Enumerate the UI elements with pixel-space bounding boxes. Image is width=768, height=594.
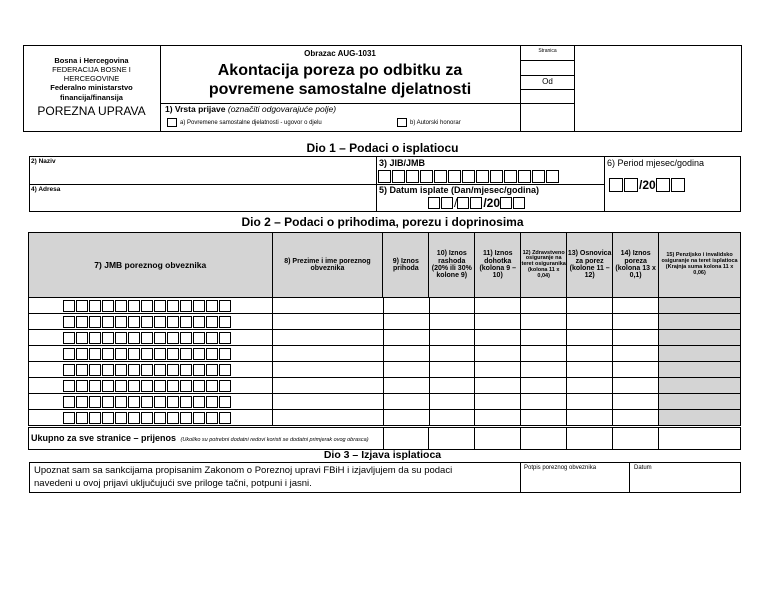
row-pension[interactable] — [659, 346, 741, 362]
jmb-digit[interactable] — [102, 380, 114, 392]
jmb-digit[interactable] — [154, 396, 166, 408]
jmb-digit[interactable] — [76, 380, 88, 392]
jmb-digit[interactable] — [89, 396, 101, 408]
jmb-digit[interactable] — [76, 332, 88, 344]
jib-digit[interactable] — [378, 170, 391, 183]
row-tax-base[interactable] — [567, 394, 613, 410]
row-net-income[interactable] — [475, 362, 521, 378]
payer-jib-label: 3) JIB/JMB — [379, 158, 426, 168]
jmb-digit[interactable] — [128, 332, 140, 344]
jmb-digit[interactable] — [219, 380, 231, 392]
date-day-digit[interactable] — [428, 197, 440, 209]
jmb-digit[interactable] — [89, 364, 101, 376]
row-name[interactable] — [272, 394, 383, 410]
row-expense[interactable] — [429, 394, 475, 410]
col-health-insurance-header: 12) Zdravstveno osiguranje na teret osiguranika (kolona 11 x 0,04) — [521, 233, 567, 298]
jmb-digit[interactable] — [180, 364, 192, 376]
period-year-digit[interactable] — [656, 178, 670, 192]
row-health-insurance[interactable] — [521, 346, 567, 362]
jib-digit[interactable] — [518, 170, 531, 183]
jmb-digit[interactable] — [206, 396, 218, 408]
report-type-option-b[interactable] — [397, 118, 461, 127]
jib-digit[interactable] — [546, 170, 559, 183]
jib-digit[interactable] — [420, 170, 433, 183]
jmb-digit[interactable] — [115, 412, 127, 424]
jmb-digit[interactable] — [141, 412, 153, 424]
row-tax-base[interactable] — [567, 378, 613, 394]
table-row — [29, 314, 741, 330]
row-income[interactable] — [383, 362, 429, 378]
jmb-digit[interactable] — [102, 396, 114, 408]
total-tax-amount[interactable] — [613, 428, 659, 450]
jmb-digit[interactable] — [206, 300, 218, 312]
jmb-digit-boxes[interactable] — [63, 380, 272, 392]
table-row — [29, 330, 741, 346]
jmb-digit-boxes[interactable] — [63, 332, 272, 344]
jmb-digit[interactable] — [128, 348, 140, 360]
section3-title: Dio 3 – Izjava isplatioca — [323, 449, 442, 461]
date-month-digit[interactable] — [470, 197, 482, 209]
row-health-insurance[interactable] — [521, 410, 567, 426]
row-tax-amount[interactable] — [613, 362, 659, 378]
report-type-option-a[interactable] — [167, 118, 322, 127]
row-income[interactable] — [383, 330, 429, 346]
jmb-digit[interactable] — [102, 300, 114, 312]
jmb-digit[interactable] — [141, 332, 153, 344]
form-title-line1: Akontacija poreza po odbitku za — [217, 62, 463, 79]
issuer-ministry-2: financija/finansija — [60, 93, 123, 102]
row-jmb[interactable] — [29, 394, 273, 410]
row-pension[interactable] — [659, 410, 741, 426]
jmb-digit[interactable] — [141, 348, 153, 360]
row-pension[interactable] — [659, 378, 741, 394]
statement-line1: Upoznat sam sa sankcijama propisanim Zakonom o Poreznoj upravi FBiH i izjavljujem da su podaci — [34, 465, 453, 476]
issuer-ministry-1: Federalno ministarstvo — [50, 83, 133, 92]
jmb-digit[interactable] — [102, 412, 114, 424]
row-pension[interactable] — [659, 314, 741, 330]
payer-jib-boxes[interactable] — [378, 170, 560, 183]
page-number-field[interactable] — [521, 61, 574, 75]
section1-div-2 — [604, 156, 605, 212]
jmb-digit[interactable] — [63, 364, 75, 376]
jmb-digit[interactable] — [102, 316, 114, 328]
row-income[interactable] — [383, 378, 429, 394]
row-health-insurance[interactable] — [521, 362, 567, 378]
jmb-digit[interactable] — [89, 380, 101, 392]
row-name[interactable] — [272, 378, 383, 394]
jmb-digit[interactable] — [63, 300, 75, 312]
table-row — [29, 298, 741, 314]
option-b-label: b) Autorski honorar — [410, 120, 461, 127]
income-table-header — [29, 233, 741, 298]
row-jmb[interactable] — [29, 378, 273, 394]
jib-digit[interactable] — [504, 170, 517, 183]
jmb-digit[interactable] — [219, 348, 231, 360]
jmb-digit[interactable] — [141, 396, 153, 408]
row-tax-base[interactable] — [567, 314, 613, 330]
issuer-country: Bosna i Hercegovina — [54, 56, 129, 65]
jmb-digit[interactable] — [141, 380, 153, 392]
jib-digit[interactable] — [448, 170, 461, 183]
total-health-insurance[interactable] — [521, 428, 567, 450]
jmb-digit-boxes[interactable] — [63, 364, 272, 376]
row-tax-amount[interactable] — [613, 346, 659, 362]
row-expense[interactable] — [429, 298, 475, 314]
jib-digit[interactable] — [490, 170, 503, 183]
row-expense[interactable] — [429, 314, 475, 330]
row-jmb[interactable] — [29, 314, 273, 330]
income-table — [28, 232, 741, 298]
row-income[interactable] — [383, 394, 429, 410]
row-jmb[interactable] — [29, 410, 273, 426]
date-year-prefix: /20 — [483, 196, 501, 210]
jmb-digit[interactable] — [154, 364, 166, 376]
row-tax-base[interactable] — [567, 330, 613, 346]
payer-address-label: 4) Adresa — [31, 186, 61, 193]
report-type-label — [165, 105, 336, 114]
header-notes-field[interactable] — [575, 46, 741, 131]
payment-date-label: 5) Datum isplate (Dan/mjesec/godina) — [379, 185, 540, 195]
jmb-digit[interactable] — [141, 364, 153, 376]
jmb-digit[interactable] — [219, 396, 231, 408]
payer-address-field[interactable] — [30, 196, 375, 211]
section1-title: Dio 1 – Podaci o isplatiocu — [306, 141, 459, 155]
jmb-digit[interactable] — [154, 380, 166, 392]
period-month-digit[interactable] — [609, 178, 623, 192]
jmb-digit[interactable] — [115, 348, 127, 360]
col-name-header: 8) Prezime i ime poreznog obveznika — [272, 233, 383, 298]
issuer-federation-1: FEDERACIJA BOSNE I — [52, 65, 131, 74]
jmb-digit[interactable] — [193, 300, 205, 312]
total-income[interactable] — [383, 428, 429, 450]
jmb-digit[interactable] — [128, 364, 140, 376]
jmb-digit[interactable] — [63, 332, 75, 344]
row-jmb[interactable] — [29, 330, 273, 346]
row-tax-base[interactable] — [567, 346, 613, 362]
row-tax-amount[interactable] — [613, 330, 659, 346]
jmb-digit[interactable] — [219, 364, 231, 376]
jmb-digit[interactable] — [219, 412, 231, 424]
date-month-digit[interactable] — [457, 197, 469, 209]
jmb-digit[interactable] — [63, 316, 75, 328]
jmb-digit-boxes[interactable] — [63, 316, 272, 328]
jmb-digit[interactable] — [167, 300, 179, 312]
row-name[interactable] — [272, 410, 383, 426]
jmb-digit[interactable] — [154, 300, 166, 312]
statement-line2: navedeni u ovoj prijavi uključujući sve priloge tačni, potpuni i jasni. — [34, 478, 312, 489]
jmb-digit-boxes[interactable] — [63, 412, 272, 424]
period-boxes[interactable] — [609, 178, 686, 192]
row-tax-base[interactable] — [567, 362, 613, 378]
jmb-digit[interactable] — [128, 380, 140, 392]
payer-name-label: 2) Naziv — [31, 158, 56, 165]
jmb-digit[interactable] — [219, 316, 231, 328]
jmb-digit[interactable] — [167, 396, 179, 408]
row-net-income[interactable] — [475, 378, 521, 394]
period-label: 6) Period mjesec/godina — [607, 158, 705, 168]
jmb-digit[interactable] — [115, 364, 127, 376]
table-row — [29, 346, 741, 362]
jmb-digit[interactable] — [193, 412, 205, 424]
jmb-digit-boxes[interactable] — [63, 300, 272, 312]
row-health-insurance[interactable] — [521, 330, 567, 346]
jmb-digit[interactable] — [102, 332, 114, 344]
jmb-digit[interactable] — [193, 316, 205, 328]
jmb-digit[interactable] — [206, 348, 218, 360]
jmb-digit[interactable] — [180, 300, 192, 312]
jmb-digit[interactable] — [206, 412, 218, 424]
col-expense-header: 10) Iznos rashoda (20% ili 30% kolone 9) — [429, 233, 475, 298]
jmb-digit[interactable] — [89, 316, 101, 328]
jmb-digit[interactable] — [193, 364, 205, 376]
jib-digit[interactable] — [406, 170, 419, 183]
total-net-income[interactable] — [475, 428, 521, 450]
jmb-digit[interactable] — [167, 380, 179, 392]
payment-date-boxes[interactable] — [428, 197, 526, 209]
issuer-federation-2: HERCEGOVINE — [63, 74, 120, 83]
jmb-digit[interactable] — [180, 412, 192, 424]
row-income[interactable] — [383, 410, 429, 426]
total-tax-base[interactable] — [567, 428, 613, 450]
total-expense[interactable] — [429, 428, 475, 450]
jmb-digit[interactable] — [219, 332, 231, 344]
jmb-digit[interactable] — [154, 412, 166, 424]
row-net-income[interactable] — [475, 330, 521, 346]
jmb-digit[interactable] — [128, 316, 140, 328]
row-health-insurance[interactable] — [521, 378, 567, 394]
form-code: Obrazac AUG-1031 — [304, 49, 376, 58]
jmb-digit[interactable] — [167, 316, 179, 328]
date-day-digit[interactable] — [441, 197, 453, 209]
row-tax-amount[interactable] — [613, 378, 659, 394]
jmb-digit[interactable] — [180, 332, 192, 344]
row-expense[interactable] — [429, 362, 475, 378]
income-table-total — [28, 427, 741, 450]
total-row — [29, 428, 741, 450]
row-pension[interactable] — [659, 330, 741, 346]
page-rule-2 — [520, 75, 574, 76]
total-hint: (Ukoliko su potrebni dodatni redovi koristi se dodatni primjerak ovog obrasca) — [180, 437, 369, 443]
jmb-digit[interactable] — [76, 364, 88, 376]
col-jmb-header: 7) JMB poreznog obveznika — [29, 233, 273, 298]
row-tax-base[interactable] — [567, 298, 613, 314]
date-year-digit[interactable] — [513, 197, 525, 209]
row-name[interactable] — [272, 330, 383, 346]
col-tax-base-header: 13) Osnovica za porez (kolone 11 – 12) — [567, 233, 613, 298]
row-tax-amount[interactable] — [613, 394, 659, 410]
jib-digit[interactable] — [434, 170, 447, 183]
jmb-digit[interactable] — [180, 316, 192, 328]
jmb-digit[interactable] — [76, 412, 88, 424]
form-title-line2: povremene samostalne djelatnosti — [208, 81, 472, 98]
jmb-digit[interactable] — [63, 412, 75, 424]
jmb-digit[interactable] — [89, 332, 101, 344]
jmb-digit[interactable] — [115, 396, 127, 408]
col-tax-amount-header: 14) Iznos poreza (kolona 13 x 0,1) — [613, 233, 659, 298]
row-jmb[interactable] — [29, 362, 273, 378]
statement-date-field[interactable] — [630, 472, 740, 492]
row-tax-amount[interactable] — [613, 410, 659, 426]
jmb-digit[interactable] — [89, 300, 101, 312]
table-row — [29, 362, 741, 378]
jmb-digit[interactable] — [180, 348, 192, 360]
payer-name-field[interactable] — [30, 168, 375, 183]
col-pension-header: 15) Penzijsko i invalidsko osiguranje na teret isplatioca (Krajnja suma kolona 11 x 0,06) — [659, 233, 741, 298]
jmb-digit[interactable] — [167, 412, 179, 424]
row-name[interactable] — [272, 362, 383, 378]
section2-title: Dio 2 – Podaci o prihodima, porezu i doprinosima — [241, 215, 524, 229]
option-a-label: a) Povremene samostalne djelatnosti - ugovor o djelu — [180, 120, 322, 127]
jmb-digit[interactable] — [206, 332, 218, 344]
jmb-digit[interactable] — [206, 316, 218, 328]
row-net-income[interactable] — [475, 394, 521, 410]
row-expense[interactable] — [429, 378, 475, 394]
jib-digit[interactable] — [532, 170, 545, 183]
option-a-checkbox[interactable] — [167, 118, 177, 127]
row-health-insurance[interactable] — [521, 314, 567, 330]
jmb-digit[interactable] — [219, 300, 231, 312]
row-jmb[interactable] — [29, 298, 273, 314]
table-row — [29, 410, 741, 426]
jmb-digit[interactable] — [141, 300, 153, 312]
jmb-digit[interactable] — [206, 364, 218, 376]
jmb-digit-boxes[interactable] — [63, 348, 272, 360]
total-label-cell — [29, 428, 384, 450]
jib-digit[interactable] — [392, 170, 405, 183]
jmb-digit[interactable] — [76, 316, 88, 328]
statement-date-label: Datum — [634, 465, 652, 471]
total-label: Ukupno za sve stranice – prijenos — [31, 433, 177, 443]
jmb-digit[interactable] — [167, 364, 179, 376]
page-label: Stranica — [538, 48, 557, 54]
date-year-digit[interactable] — [500, 197, 512, 209]
row-net-income[interactable] — [475, 314, 521, 330]
jmb-digit[interactable] — [115, 316, 127, 328]
row-income[interactable] — [383, 346, 429, 362]
report-type-hint: (označiti odgovarajuće polje) — [227, 104, 337, 114]
jib-digit[interactable] — [476, 170, 489, 183]
jmb-digit[interactable] — [193, 380, 205, 392]
jmb-digit[interactable] — [193, 396, 205, 408]
period-year-prefix: /20 — [639, 178, 656, 192]
jmb-digit[interactable] — [89, 412, 101, 424]
jmb-digit[interactable] — [167, 332, 179, 344]
jib-digit[interactable] — [462, 170, 475, 183]
jmb-digit[interactable] — [167, 348, 179, 360]
period-month-digit[interactable] — [624, 178, 638, 192]
col-net-income-header: 11) Iznos dohotka (kolona 9 – 10) — [475, 233, 521, 298]
row-name[interactable] — [272, 314, 383, 330]
table-row — [29, 378, 741, 394]
jmb-digit[interactable] — [180, 380, 192, 392]
page-total-field[interactable] — [521, 90, 574, 103]
jmb-digit[interactable] — [128, 300, 140, 312]
row-pension[interactable] — [659, 362, 741, 378]
page-of-label: Od — [542, 77, 553, 86]
table-row — [29, 394, 741, 410]
jmb-digit[interactable] — [76, 396, 88, 408]
total-pension[interactable] — [659, 428, 741, 450]
jmb-digit[interactable] — [115, 332, 127, 344]
jmb-digit[interactable] — [180, 396, 192, 408]
jmb-digit[interactable] — [128, 412, 140, 424]
jmb-digit[interactable] — [154, 332, 166, 344]
signature-label: Potpis poreznog obveznika — [524, 465, 597, 471]
issuer-tax-office: POREZNA UPRAVA — [37, 104, 146, 118]
period-year-digit[interactable] — [671, 178, 685, 192]
row-name[interactable] — [272, 298, 383, 314]
date-separator: / — [454, 196, 458, 210]
row-expense[interactable] — [429, 410, 475, 426]
row-tax-amount[interactable] — [613, 298, 659, 314]
jmb-digit[interactable] — [76, 348, 88, 360]
jmb-digit[interactable] — [115, 380, 127, 392]
row-net-income[interactable] — [475, 410, 521, 426]
jmb-digit[interactable] — [141, 316, 153, 328]
row-health-insurance[interactable] — [521, 298, 567, 314]
jmb-digit-boxes[interactable] — [63, 396, 272, 408]
row-pension[interactable] — [659, 298, 741, 314]
jmb-digit[interactable] — [102, 348, 114, 360]
jmb-digit[interactable] — [193, 332, 205, 344]
jmb-digit[interactable] — [89, 348, 101, 360]
report-type-title: 1) Vrsta prijave — [165, 104, 226, 114]
row-tax-base[interactable] — [567, 410, 613, 426]
row-expense[interactable] — [429, 330, 475, 346]
jmb-digit[interactable] — [63, 396, 75, 408]
income-table-body — [28, 297, 741, 426]
jmb-digit[interactable] — [128, 396, 140, 408]
row-name[interactable] — [272, 346, 383, 362]
jmb-digit[interactable] — [193, 348, 205, 360]
jmb-digit[interactable] — [76, 300, 88, 312]
jmb-digit[interactable] — [63, 380, 75, 392]
option-b-checkbox[interactable] — [397, 118, 407, 127]
row-net-income[interactable] — [475, 298, 521, 314]
jmb-digit[interactable] — [154, 348, 166, 360]
row-expense[interactable] — [429, 346, 475, 362]
jmb-digit[interactable] — [154, 316, 166, 328]
row-tax-amount[interactable] — [613, 314, 659, 330]
row-income[interactable] — [383, 298, 429, 314]
col-income-header: 9) Iznos prihoda — [383, 233, 429, 298]
jmb-digit[interactable] — [102, 364, 114, 376]
jmb-digit[interactable] — [63, 348, 75, 360]
jmb-digit[interactable] — [206, 380, 218, 392]
row-net-income[interactable] — [475, 346, 521, 362]
row-health-insurance[interactable] — [521, 394, 567, 410]
jmb-digit[interactable] — [115, 300, 127, 312]
signature-field[interactable] — [521, 472, 629, 492]
row-pension[interactable] — [659, 394, 741, 410]
row-jmb[interactable] — [29, 346, 273, 362]
row-income[interactable] — [383, 314, 429, 330]
